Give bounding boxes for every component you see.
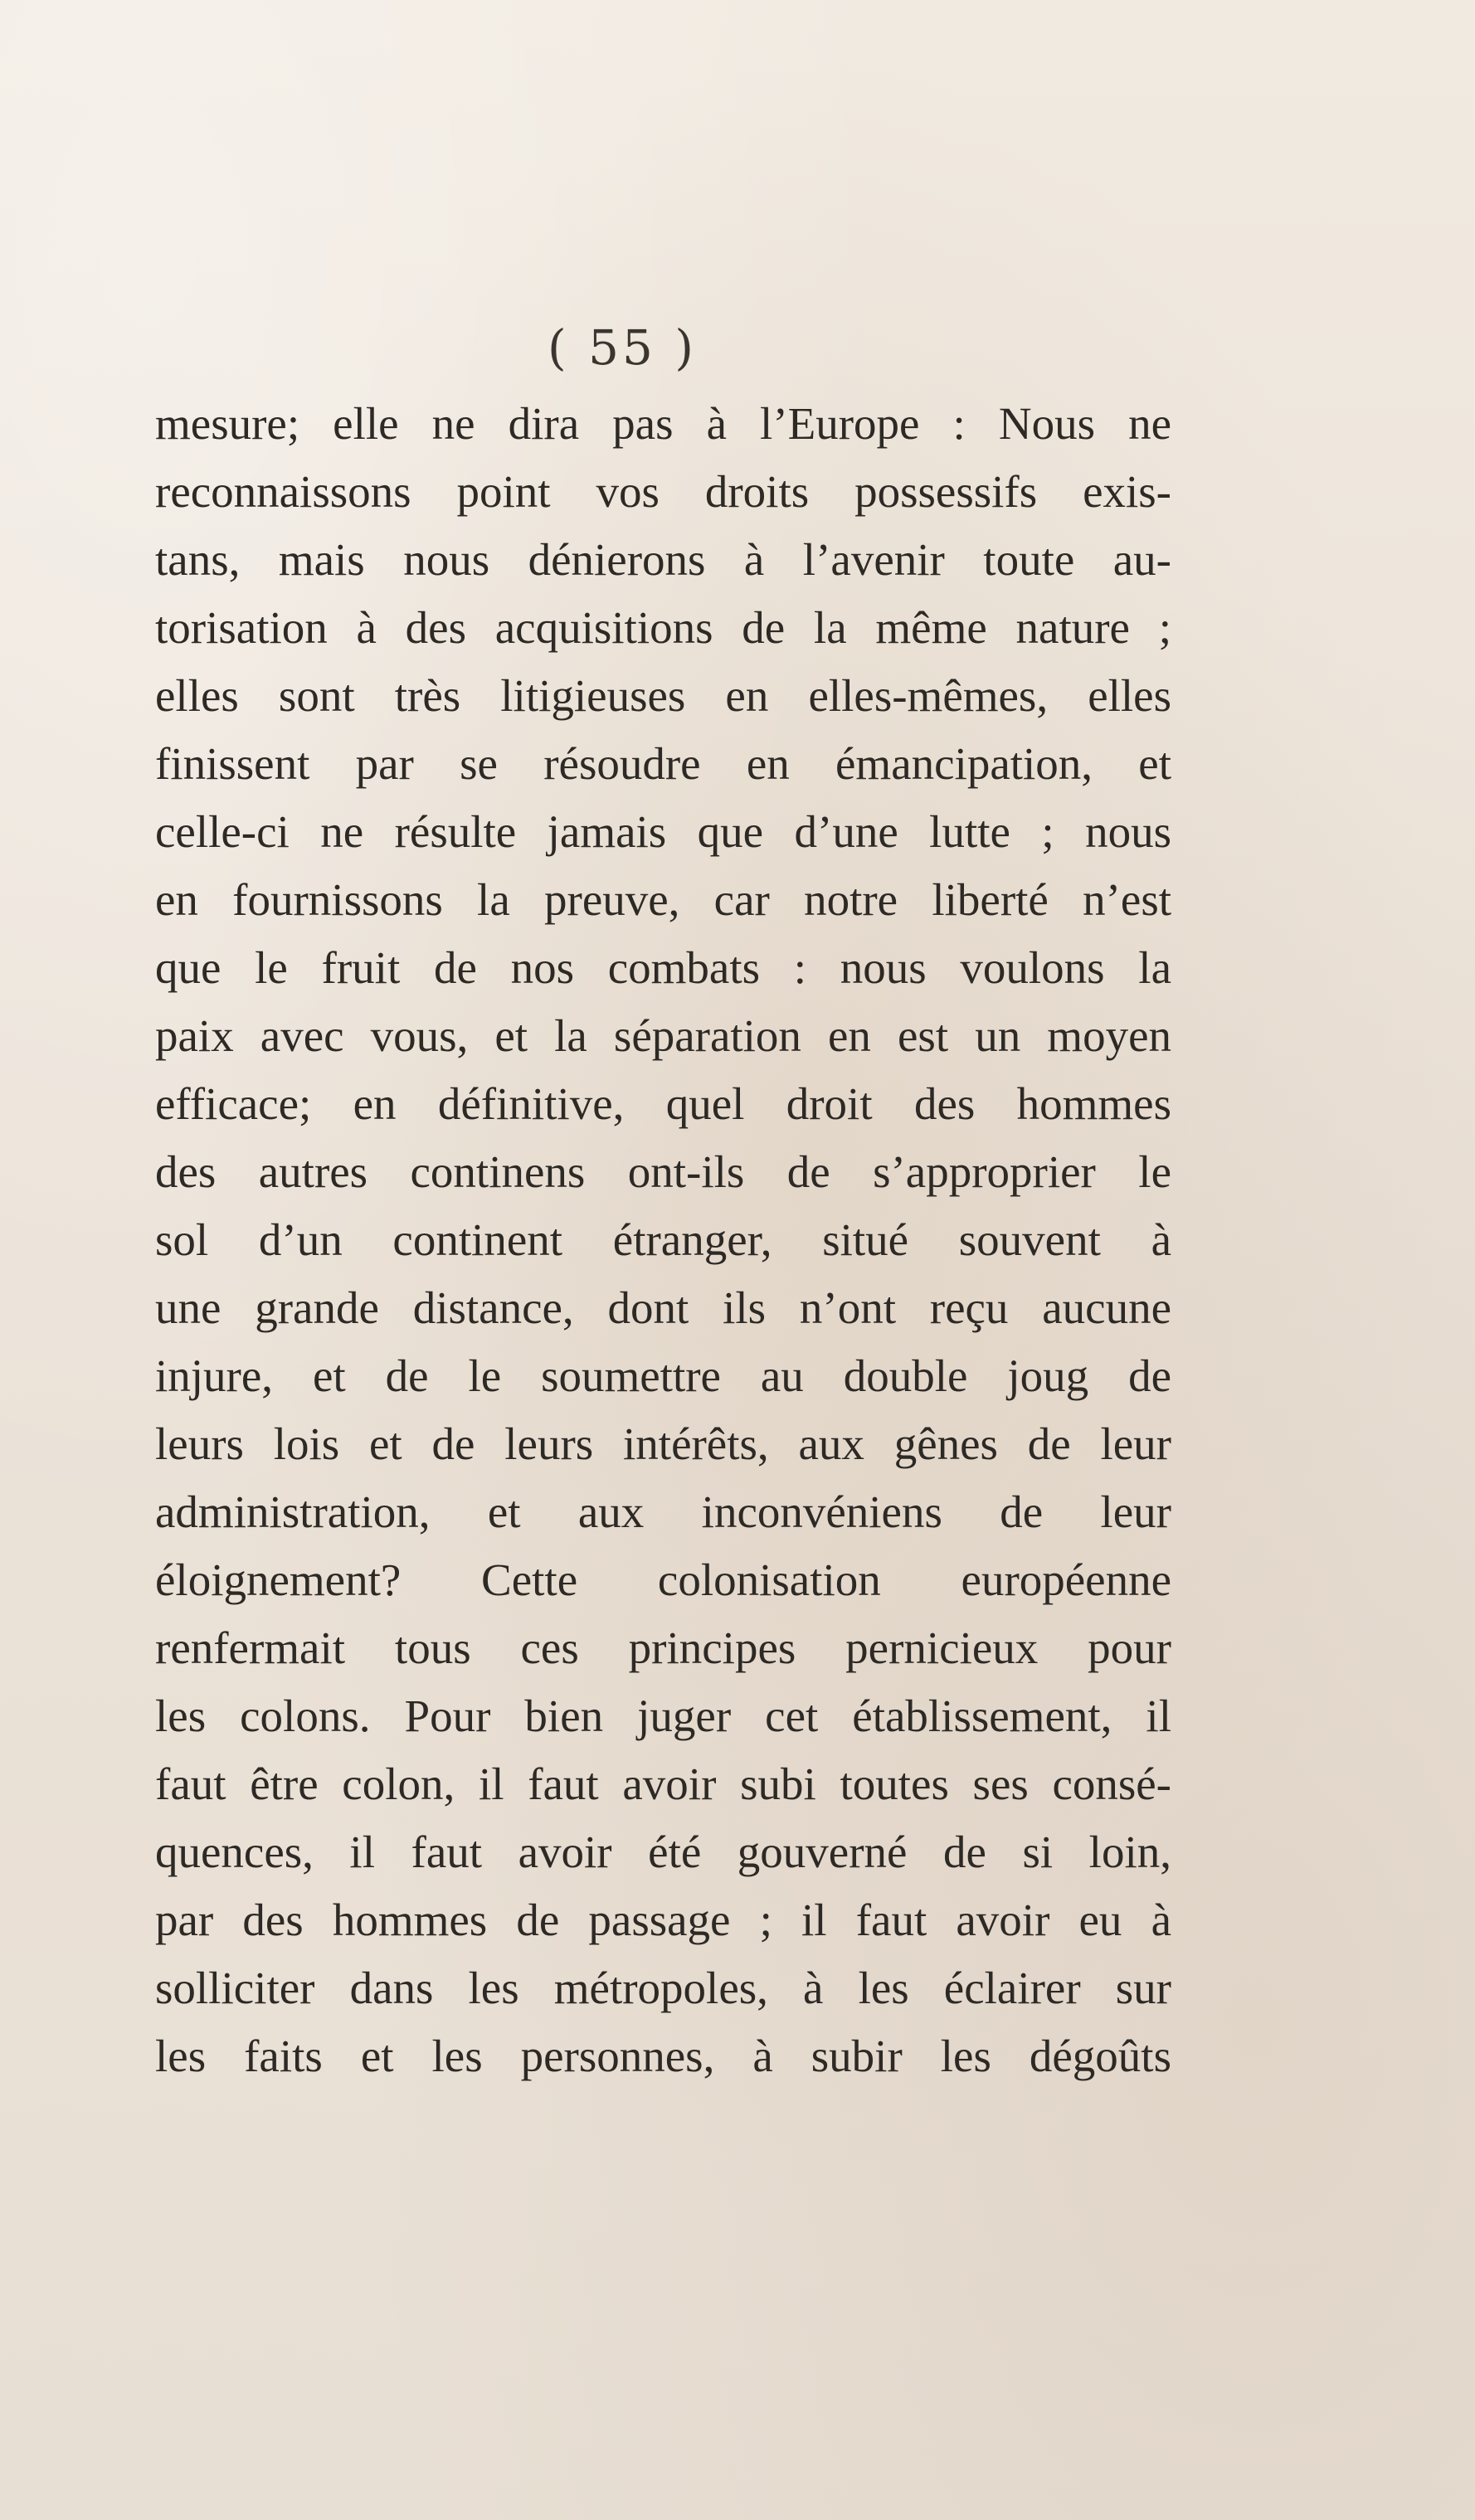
text-line: finissent par se résoudre en émancipation, et	[155, 738, 1171, 789]
text-line: les colons. Pour bien juger cet établissement, il	[155, 1691, 1171, 1741]
page-number: ( 55 )	[548, 319, 697, 376]
text-line: leurs lois et de leurs intérêts, aux gênes de leur	[155, 1418, 1171, 1469]
text-line: paix avec vous, et la séparation en est un moyen	[155, 1010, 1171, 1061]
text-line: éloignement? Cette colonisation européenne	[155, 1554, 1171, 1605]
text-line: quences, il faut avoir été gouverné de si loin,	[155, 1827, 1171, 1877]
text-line: tans, mais nous dénierons à l’avenir toute au-	[155, 534, 1171, 585]
text-line: sol d’un continent étranger, situé souvent à	[155, 1214, 1171, 1265]
text-line: que le fruit de nos combats : nous voulons la	[155, 942, 1171, 993]
text-line: reconnaissons point vos droits possessifs exis-	[155, 466, 1171, 517]
text-line: injure, et de le soumettre au double joug de	[155, 1350, 1171, 1401]
text-line: par des hommes de passage ; il faut avoir eu à	[155, 1895, 1171, 1945]
text-line: celle-ci ne résulte jamais que d’une lutte ; nous	[155, 806, 1171, 857]
text-line: faut être colon, il faut avoir subi toutes ses consé-	[155, 1759, 1171, 1809]
text-line: efficace; en définitive, quel droit des hommes	[155, 1078, 1171, 1129]
text-line: des autres continens ont-ils de s’approprier le	[155, 1146, 1171, 1197]
body-text	[155, 390, 1171, 2090]
text-line: les faits et les personnes, à subir les dégoûts	[155, 2031, 1171, 2081]
text-line: en fournissons la preuve, car notre liberté n’est	[155, 874, 1171, 925]
text-line: torisation à des acquisitions de la même nature ;	[155, 602, 1171, 653]
text-line: elles sont très litigieuses en elles-mêmes, elles	[155, 670, 1171, 721]
text-line: une grande distance, dont ils n’ont reçu aucune	[155, 1282, 1171, 1333]
text-line: solliciter dans les métropoles, à les éclairer sur	[155, 1963, 1171, 2013]
text-line: mesure; elle ne dira pas à l’Europe : Nous ne	[155, 398, 1171, 449]
text-line: renfermait tous ces principes pernicieux pour	[155, 1622, 1171, 1673]
text-line: administration, et aux inconvéniens de leur	[155, 1486, 1171, 1537]
